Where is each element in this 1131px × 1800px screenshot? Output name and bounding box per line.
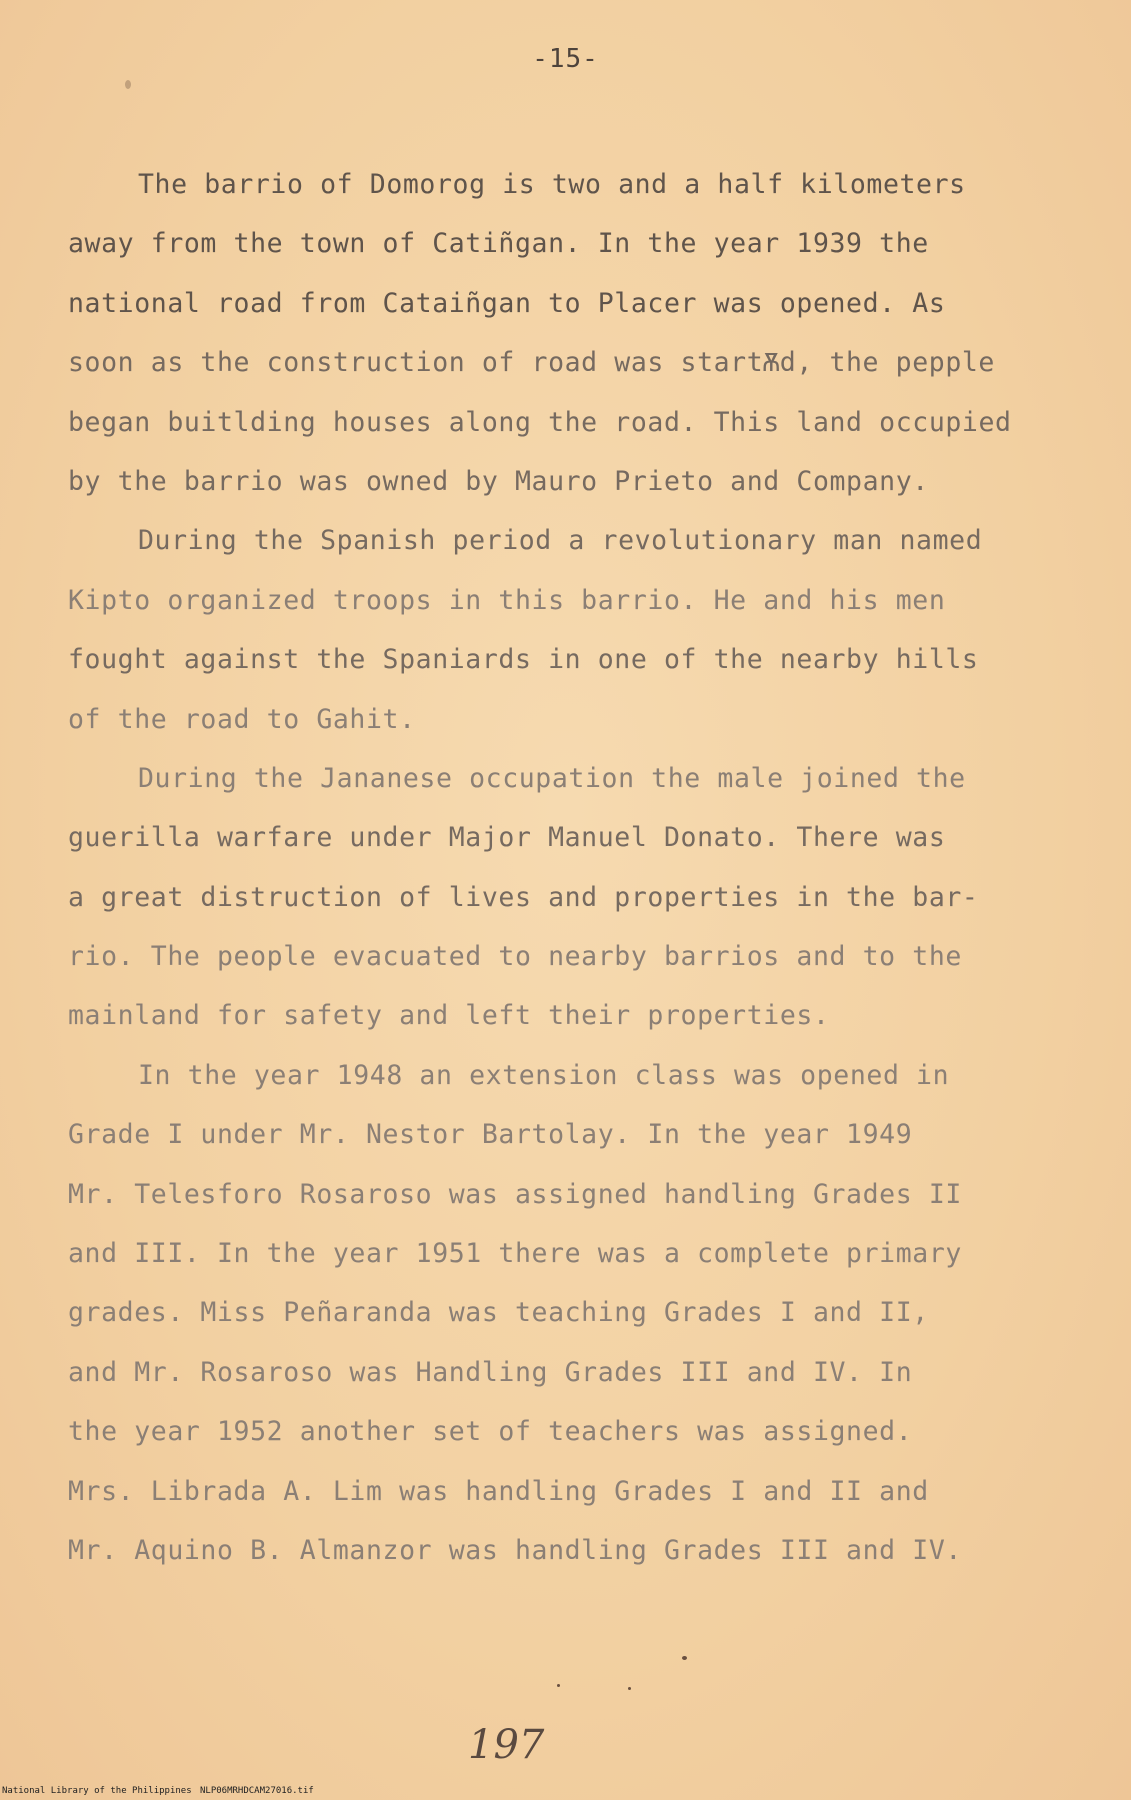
text-line: Kipto organized troops in this barrio. He and his men bbox=[68, 584, 946, 616]
text-line: by the barrio was owned by Mauro Prieto and Company. bbox=[68, 465, 929, 497]
ink-speck bbox=[682, 1656, 687, 1660]
text-line: In the year 1948 an extension class was opened in bbox=[138, 1059, 950, 1091]
body-text bbox=[68, 155, 1058, 1580]
text-line: the year 1952 another set of teachers was assigned. bbox=[68, 1416, 913, 1448]
text-line: During the Jananese occupation the male joined the bbox=[138, 762, 966, 794]
text-line: Mr. Telesforo Rosaroso was assigned handling Grades II bbox=[68, 1178, 962, 1210]
text-line: grades. Miss Peñaranda was teaching Grades I and II, bbox=[68, 1297, 929, 1329]
text-line: and III. In the year 1951 there was a complete primary bbox=[68, 1238, 962, 1270]
text-line: fought against the Spaniards in one of the nearby hills bbox=[68, 644, 979, 676]
page-number: -15- bbox=[532, 44, 599, 74]
ink-speck bbox=[557, 1684, 560, 1687]
scan-footer bbox=[0, 1786, 1131, 1800]
ink-speck bbox=[125, 80, 131, 89]
text-line: a great distruction of lives and properties in the bar- bbox=[68, 881, 979, 913]
footer-library: National Library of the Philippines bbox=[2, 1786, 192, 1796]
text-line: The barrio of Domorog is two and a half kilometers bbox=[138, 169, 966, 200]
text-line: away from the town of Catiñgan. In the year 1939 the bbox=[68, 228, 929, 260]
text-line: national road from Cataiñgan to Placer was opened. As bbox=[68, 287, 946, 319]
text-line: rio. The people evacuated to nearby barrios and to the bbox=[68, 941, 962, 973]
text-line: began buitlding houses along the road. This land occupied bbox=[68, 406, 1012, 438]
text-line: Mrs. Librada A. Lim was handling Grades I and II and bbox=[68, 1475, 929, 1507]
text-line: Grade I under Mr. Nestor Bartolay. In the year 1949 bbox=[68, 1119, 913, 1151]
footer-filename: NLP06MRHDCAM27016.tif bbox=[200, 1786, 314, 1796]
text-line: During the Spanish period a revolutionary man named bbox=[138, 525, 983, 557]
text-line: Mr. Aquino B. Almanzor was handling Grades III and IV. bbox=[68, 1534, 962, 1566]
text-line: guerilla warfare under Major Manuel Donato. There was bbox=[68, 822, 946, 854]
text-line: mainland for safety and left their properties. bbox=[68, 1000, 830, 1032]
text-line: and Mr. Rosaroso was Handling Grades III and IV. In bbox=[68, 1356, 913, 1388]
text-line: of the road to Gahit. bbox=[68, 703, 416, 735]
text-line: soon as the construction of road was startѪd, the pepple bbox=[68, 347, 995, 379]
ink-speck bbox=[628, 1687, 631, 1690]
handwritten-page-number: 197 bbox=[468, 1722, 545, 1768]
